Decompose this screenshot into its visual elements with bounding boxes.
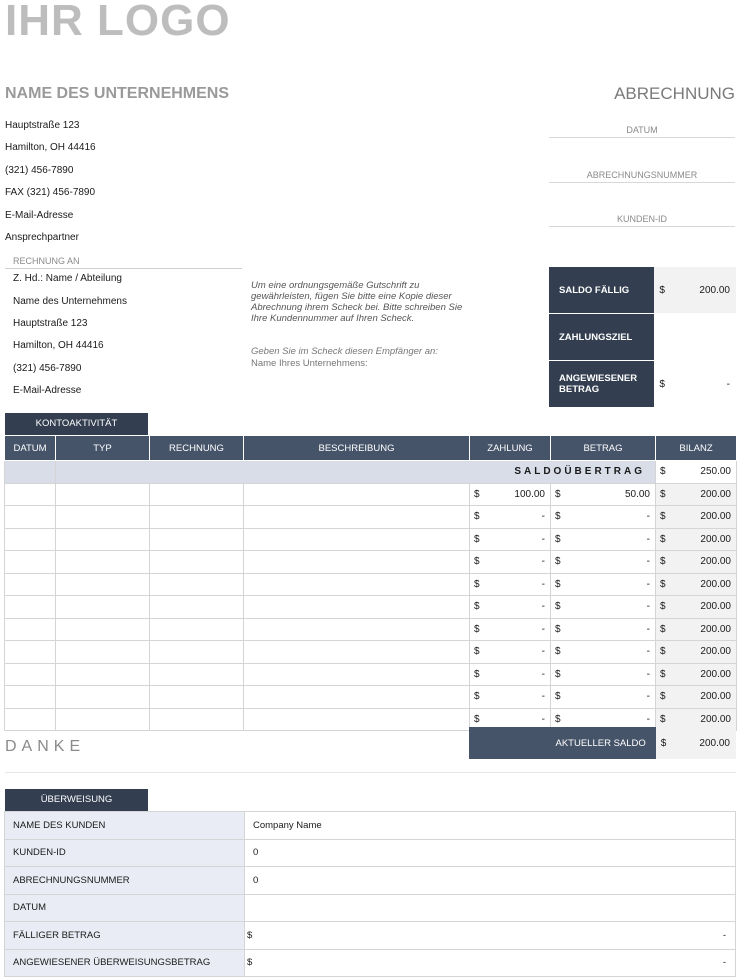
balance-cell[interactable]: [656, 528, 737, 551]
payment-value: -: [541, 668, 545, 680]
table-cell[interactable]: [56, 573, 150, 596]
table-cell[interactable]: [244, 641, 470, 664]
payment-value: -: [541, 691, 545, 703]
currency-symbol: $: [660, 533, 666, 545]
currency-symbol: $: [660, 488, 666, 500]
due-amount-cell[interactable]: [245, 922, 736, 950]
table-cell[interactable]: [150, 663, 244, 686]
table-cell[interactable]: [244, 573, 470, 596]
sender-email: E-Mail-Adresse: [5, 210, 74, 221]
balance-value: 200.00: [700, 511, 731, 523]
balance-cell[interactable]: [656, 551, 737, 574]
currency-symbol: $: [555, 646, 561, 658]
table-cell[interactable]: [5, 461, 56, 484]
payment-value: -: [541, 646, 545, 658]
carry-over-cell[interactable]: [656, 461, 737, 484]
table-cell[interactable]: [244, 663, 470, 686]
currency-symbol: $: [555, 668, 561, 680]
balance-value: 200.00: [700, 691, 731, 703]
amount-value: -: [646, 511, 650, 523]
amount-value: -: [646, 578, 650, 590]
currency-symbol: $: [555, 691, 561, 703]
table-cell[interactable]: [56, 618, 150, 641]
currency-symbol: $: [474, 578, 480, 590]
currency-symbol: $: [660, 737, 667, 749]
section-divider: [5, 772, 736, 773]
table-row: [5, 949, 736, 977]
remittance-note: Um eine ordnungsgemäße Gutschrift zu gewährleisten, fügen Sie bitte eine Kopie dieser Abrechnung ihrem Scheck bei. Bitte schreiben Sie Ihre Kundennummer auf Ihren Scheck.: [251, 280, 463, 324]
table-cell[interactable]: [56, 596, 150, 619]
payment-cell[interactable]: [470, 663, 551, 686]
balance-cell[interactable]: [656, 483, 737, 506]
table-cell[interactable]: [244, 483, 470, 506]
amount-cell[interactable]: [551, 483, 656, 506]
balance-value: 200.00: [700, 668, 731, 680]
table-cell[interactable]: [150, 596, 244, 619]
company-name: NAME DES UNTERNEHMENS: [5, 85, 230, 102]
remitted-amount-label: ANGEWIESENER BETRAG: [549, 361, 654, 408]
balance-cell[interactable]: [656, 506, 737, 529]
currency-symbol: $: [247, 957, 253, 969]
table-cell[interactable]: [5, 708, 56, 731]
remittance-table: [4, 811, 736, 977]
balance-due-value: 200.00: [699, 284, 730, 296]
currency-symbol: $: [660, 466, 666, 478]
table-cell[interactable]: [150, 551, 244, 574]
table-row: [5, 663, 737, 686]
table-cell[interactable]: [5, 686, 56, 709]
balance-cell[interactable]: [656, 663, 737, 686]
table-cell[interactable]: [5, 573, 56, 596]
customer-id-value[interactable]: 0: [245, 839, 736, 867]
currency-symbol: $: [659, 378, 665, 390]
payment-term-label: ZAHLUNGSZIEL: [549, 314, 654, 361]
bill-to-email: E-Mail-Adresse: [13, 385, 82, 396]
account-activity-table: [4, 435, 737, 731]
current-balance-cell[interactable]: [656, 727, 736, 759]
table-cell[interactable]: [150, 483, 244, 506]
balance-cell[interactable]: [656, 641, 737, 664]
currency-symbol: $: [555, 488, 561, 500]
currency-symbol: $: [660, 713, 666, 725]
table-cell[interactable]: [244, 708, 470, 731]
currency-symbol: $: [555, 511, 561, 523]
amount-cell[interactable]: [551, 641, 656, 664]
due-amount-value: -: [722, 929, 726, 941]
balance-value: 200.00: [700, 646, 731, 658]
bill-to-street: Hauptstraße 123: [13, 318, 88, 329]
bill-to-company: Name des Unternehmens: [13, 296, 127, 307]
table-cell[interactable]: [56, 551, 150, 574]
currency-symbol: $: [474, 488, 480, 500]
thank-you-text: DANKE: [5, 738, 86, 755]
table-row: [5, 551, 737, 574]
table-header-row: [5, 436, 737, 461]
payment-cell[interactable]: [470, 506, 551, 529]
currency-symbol: $: [474, 601, 480, 613]
balance-value: 200.00: [700, 623, 731, 635]
bill-to-city: Hamilton, OH 44416: [13, 340, 104, 351]
table-row: [5, 922, 736, 950]
table-cell[interactable]: [244, 686, 470, 709]
balance-value: 200.00: [700, 488, 731, 500]
column-header-type: TYP: [56, 436, 150, 461]
balance-cell[interactable]: [656, 596, 737, 619]
carry-over-value: 250.00: [700, 466, 731, 478]
remitted-amount-value: -: [726, 378, 730, 390]
amount-cell[interactable]: [551, 528, 656, 551]
remittance-date-label: DATUM: [5, 894, 245, 922]
table-cell[interactable]: [150, 528, 244, 551]
balance-cell[interactable]: [656, 618, 737, 641]
table-cell[interactable]: [5, 618, 56, 641]
document-title: ABRECHNUNG: [614, 84, 735, 103]
summary-box: [549, 267, 736, 408]
remitted-transfer-cell[interactable]: [245, 949, 736, 977]
balance-due-label: SALDO FÄLLIG: [549, 267, 654, 314]
bill-to-attn: Z. Hd.: Name / Abteilung: [13, 273, 122, 284]
payment-cell[interactable]: [470, 573, 551, 596]
amount-cell[interactable]: [551, 596, 656, 619]
sender-contact: Ansprechpartner: [5, 232, 79, 243]
table-row: [5, 641, 737, 664]
balance-due-cell[interactable]: [654, 267, 736, 314]
payment-value: -: [541, 511, 545, 523]
amount-value: -: [646, 601, 650, 613]
table-cell[interactable]: [150, 686, 244, 709]
remitted-transfer-value: -: [722, 957, 726, 969]
customer-id-field[interactable]: KUNDEN-ID: [549, 214, 735, 227]
column-header-invoice: RECHNUNG: [150, 436, 244, 461]
table-row: [5, 867, 736, 895]
balance-value: 200.00: [700, 556, 731, 568]
currency-symbol: $: [659, 284, 665, 296]
table-cell[interactable]: [244, 596, 470, 619]
table-row: [5, 483, 737, 506]
company-logo: IHR LOGO: [5, 0, 231, 45]
currency-symbol: $: [474, 623, 480, 635]
table-cell[interactable]: [244, 618, 470, 641]
currency-symbol: $: [555, 556, 561, 568]
table-cell[interactable]: [244, 528, 470, 551]
amount-value: -: [646, 691, 650, 703]
statement-number-label: ABRECHNUNGSNUMMER: [5, 867, 245, 895]
currency-symbol: $: [474, 668, 480, 680]
bill-to-label: RECHNUNG AN: [5, 256, 242, 269]
currency-symbol: $: [474, 646, 480, 658]
payment-cell[interactable]: [470, 551, 551, 574]
currency-symbol: $: [660, 556, 666, 568]
table-row: [5, 596, 737, 619]
payee-name: Name Ihres Unternehmens:: [251, 358, 368, 369]
amount-cell[interactable]: [551, 618, 656, 641]
amount-value: 50.00: [624, 488, 650, 500]
table-cell[interactable]: [244, 551, 470, 574]
sender-street: Hauptstraße 123: [5, 120, 80, 131]
table-cell[interactable]: [5, 641, 56, 664]
table-row: [5, 686, 737, 709]
payment-value: -: [541, 713, 545, 725]
current-balance-box: [469, 727, 736, 759]
currency-symbol: $: [660, 668, 666, 680]
table-row: [5, 573, 737, 596]
column-header-amount: BETRAG: [551, 436, 656, 461]
table-row: [5, 618, 737, 641]
amount-value: -: [646, 623, 650, 635]
currency-symbol: $: [555, 533, 561, 545]
table-cell[interactable]: [56, 528, 150, 551]
payment-value: 100.00: [514, 488, 545, 500]
payment-cell[interactable]: [470, 483, 551, 506]
table-row: [5, 528, 737, 551]
remitted-amount-cell[interactable]: [654, 361, 736, 408]
sender-city: Hamilton, OH 44416: [5, 142, 96, 153]
bill-to-phone: (321) 456-7890: [13, 363, 82, 374]
carry-over-row: [5, 461, 737, 484]
column-header-payment: ZAHLUNG: [470, 436, 551, 461]
table-cell[interactable]: [244, 506, 470, 529]
amount-value: -: [646, 533, 650, 545]
current-balance-value: 200.00: [699, 737, 730, 749]
remitted-transfer-label: ANGEWIESENER ÜBERWEISUNGSBETRAG: [5, 949, 245, 977]
payee-prompt: Geben Sie im Scheck diesen Empfänger an:: [251, 346, 438, 357]
carry-over-label: SALDOÜBERTRAG: [56, 461, 656, 484]
remittance-date-value[interactable]: [245, 894, 736, 922]
table-cell[interactable]: [150, 618, 244, 641]
balance-value: 200.00: [700, 601, 731, 613]
table-cell[interactable]: [5, 551, 56, 574]
column-header-balance: BILANZ: [656, 436, 737, 461]
currency-symbol: $: [555, 601, 561, 613]
amount-cell[interactable]: [551, 686, 656, 709]
currency-symbol: $: [474, 556, 480, 568]
balance-value: 200.00: [700, 533, 731, 545]
amount-cell[interactable]: [551, 551, 656, 574]
payment-value: -: [541, 556, 545, 568]
amount-value: -: [646, 556, 650, 568]
table-cell[interactable]: [150, 573, 244, 596]
balance-cell[interactable]: [656, 686, 737, 709]
payment-cell[interactable]: [470, 528, 551, 551]
payment-value: -: [541, 533, 545, 545]
amount-cell[interactable]: [551, 663, 656, 686]
date-field[interactable]: DATUM: [549, 125, 735, 138]
current-balance-label: AKTUELLER SALDO: [469, 727, 656, 759]
due-amount-label: FÄLLIGER BETRAG: [5, 922, 245, 950]
balance-cell[interactable]: [656, 573, 737, 596]
table-row: [5, 894, 736, 922]
sender-fax: FAX (321) 456-7890: [5, 187, 96, 198]
payment-value: -: [541, 601, 545, 613]
table-cell[interactable]: [150, 641, 244, 664]
table-row: [5, 506, 737, 529]
currency-symbol: $: [660, 646, 666, 658]
remittance-tab: ÜBERWEISUNG: [5, 789, 148, 811]
currency-symbol: $: [474, 533, 480, 545]
payment-value: -: [541, 578, 545, 590]
account-activity-tab: KONTOAKTIVITÄT: [5, 413, 148, 435]
currency-symbol: $: [660, 601, 666, 613]
amount-cell[interactable]: [551, 506, 656, 529]
currency-symbol: $: [660, 691, 666, 703]
currency-symbol: $: [660, 623, 666, 635]
column-header-description: BESCHREIBUNG: [244, 436, 470, 461]
amount-value: -: [646, 646, 650, 658]
customer-id-label: KUNDEN-ID: [5, 839, 245, 867]
table-row: [5, 839, 736, 867]
customer-name-label: NAME DES KUNDEN: [5, 812, 245, 840]
balance-value: 200.00: [700, 578, 731, 590]
customer-name-value[interactable]: Company Name: [245, 812, 736, 840]
table-cell[interactable]: [56, 708, 150, 731]
payment-cell[interactable]: [470, 596, 551, 619]
balance-value: 200.00: [700, 713, 731, 725]
table-cell[interactable]: [150, 506, 244, 529]
table-cell[interactable]: [5, 506, 56, 529]
amount-cell[interactable]: [551, 573, 656, 596]
statement-number-field[interactable]: ABRECHNUNGSNUMMER: [549, 170, 735, 183]
table-cell[interactable]: [5, 663, 56, 686]
currency-symbol: $: [660, 511, 666, 523]
amount-value: -: [646, 668, 650, 680]
payment-term-value[interactable]: [654, 314, 736, 361]
payment-cell[interactable]: [470, 618, 551, 641]
table-cell[interactable]: [56, 663, 150, 686]
amount-value: -: [646, 713, 650, 725]
table-cell[interactable]: [5, 596, 56, 619]
column-header-date: DATUM: [5, 436, 56, 461]
currency-symbol: $: [660, 578, 666, 590]
currency-symbol: $: [247, 929, 253, 941]
table-cell[interactable]: [56, 483, 150, 506]
currency-symbol: $: [474, 713, 480, 725]
payment-cell[interactable]: [470, 641, 551, 664]
statement-number-value[interactable]: 0: [245, 867, 736, 895]
table-cell[interactable]: [56, 686, 150, 709]
table-cell[interactable]: [5, 528, 56, 551]
currency-symbol: $: [474, 691, 480, 703]
table-cell[interactable]: [5, 483, 56, 506]
currency-symbol: $: [555, 623, 561, 635]
table-cell[interactable]: [56, 641, 150, 664]
table-cell[interactable]: [150, 708, 244, 731]
payment-cell[interactable]: [470, 686, 551, 709]
sender-phone: (321) 456-7890: [5, 165, 74, 176]
currency-symbol: $: [555, 713, 561, 725]
currency-symbol: $: [474, 511, 480, 523]
currency-symbol: $: [555, 578, 561, 590]
payment-value: -: [541, 623, 545, 635]
table-cell[interactable]: [56, 506, 150, 529]
table-row: [5, 812, 736, 840]
